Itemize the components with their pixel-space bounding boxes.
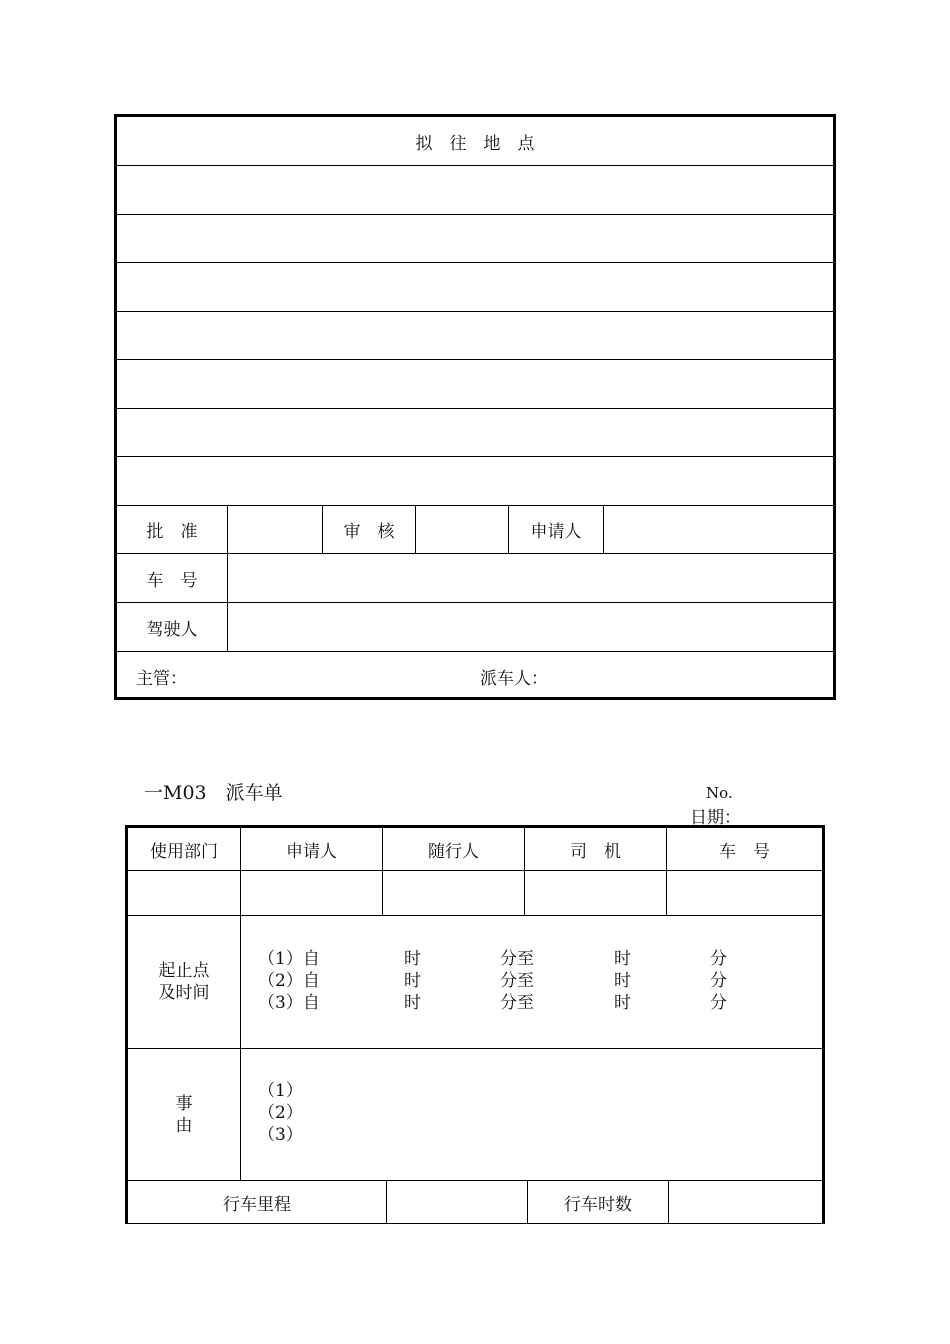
dispatch-form-title: 一M03 派车单 (144, 782, 283, 804)
reason-row (128, 1049, 822, 1181)
supervisor-label: 主管： (136, 668, 187, 689)
companion-field[interactable] (383, 871, 525, 915)
reason-label-line2: 由 (175, 1115, 193, 1136)
header-department: 使用部门 (128, 828, 241, 870)
time-label-line2: 及时间 (158, 983, 210, 1003)
dispatch-input-row (128, 871, 822, 916)
car-number-row (117, 554, 833, 603)
approve-label: 批 准 (117, 506, 228, 553)
time-entry-minute-end: 分 (710, 993, 727, 1013)
driver-row (117, 603, 833, 652)
time-entry-minute-end: 分 (710, 971, 727, 991)
time-entries (258, 948, 727, 1014)
hours-label: 行车时数 (528, 1181, 669, 1224)
signature-row (117, 652, 833, 700)
header-applicant: 申请人 (241, 828, 383, 870)
time-entry-minute-to: 分至 (500, 971, 534, 991)
car-number-field[interactable] (667, 871, 822, 915)
time-label (128, 916, 241, 1048)
driver-field[interactable] (525, 871, 667, 915)
time-entry-minute-to: 分至 (500, 949, 534, 969)
time-entry-minute-end: 分 (710, 949, 727, 969)
driver-label: 驾驶人 (117, 603, 228, 651)
time-entry-hour-from: 时 (404, 949, 421, 969)
time-entry-index: （1）自 (258, 949, 320, 969)
reason-label-line1: 事 (175, 1093, 193, 1114)
reason-item: （1） (258, 1081, 303, 1101)
applicant-field[interactable] (604, 506, 833, 553)
time-entry-hour-to: 时 (614, 971, 631, 991)
driver-field[interactable] (228, 603, 833, 651)
car-number-label: 车 号 (117, 554, 228, 602)
approval-row (117, 506, 833, 554)
date-label: 日期： (690, 808, 741, 828)
dispatch-form (125, 825, 825, 1224)
time-entry-hour-from: 时 (404, 993, 421, 1013)
destination-row[interactable] (117, 409, 833, 457)
form-number-label: No. (706, 784, 733, 802)
time-entry (258, 970, 727, 992)
time-entry-minute-to: 分至 (500, 993, 534, 1013)
department-field[interactable] (128, 871, 241, 915)
destination-header-row (117, 117, 833, 166)
applicant-field[interactable] (241, 871, 383, 915)
time-entry (258, 992, 727, 1014)
time-entry-hour-to: 时 (614, 949, 631, 969)
mileage-label: 行车里程 (128, 1181, 387, 1224)
vehicle-request-form (114, 114, 836, 700)
time-entry-hour-to: 时 (614, 993, 631, 1013)
header-companion: 随行人 (383, 828, 525, 870)
review-label: 审 核 (323, 506, 416, 553)
destination-row[interactable] (117, 215, 833, 263)
destination-row[interactable] (117, 457, 833, 506)
time-entry (258, 948, 727, 970)
destination-row[interactable] (117, 166, 833, 215)
time-entry-index: （2）自 (258, 971, 320, 991)
time-label-line1: 起止点 (158, 961, 210, 981)
reason-item: （2） (258, 1103, 303, 1123)
car-number-field[interactable] (228, 554, 833, 602)
reason-label (128, 1049, 241, 1180)
dispatcher-label: 派车人： (480, 668, 548, 689)
destination-header: 拟 往 地 点 (415, 134, 535, 154)
header-driver: 司 机 (525, 828, 667, 870)
applicant-label: 申请人 (509, 506, 604, 553)
destination-row[interactable] (117, 263, 833, 312)
review-field[interactable] (416, 506, 509, 553)
destination-row[interactable] (117, 312, 833, 360)
reason-item: （3） (258, 1125, 303, 1145)
approve-field[interactable] (228, 506, 323, 553)
reason-field[interactable] (241, 1049, 822, 1180)
time-entry-hour-from: 时 (404, 971, 421, 991)
header-car-number: 车 号 (719, 841, 770, 862)
mileage-field[interactable] (387, 1181, 528, 1224)
dispatch-header-row (128, 828, 822, 871)
time-entry-index: （3）自 (258, 993, 320, 1013)
mileage-row (128, 1181, 822, 1224)
hours-field[interactable] (669, 1181, 822, 1224)
reason-entries (258, 1080, 303, 1146)
destination-row[interactable] (117, 360, 833, 409)
